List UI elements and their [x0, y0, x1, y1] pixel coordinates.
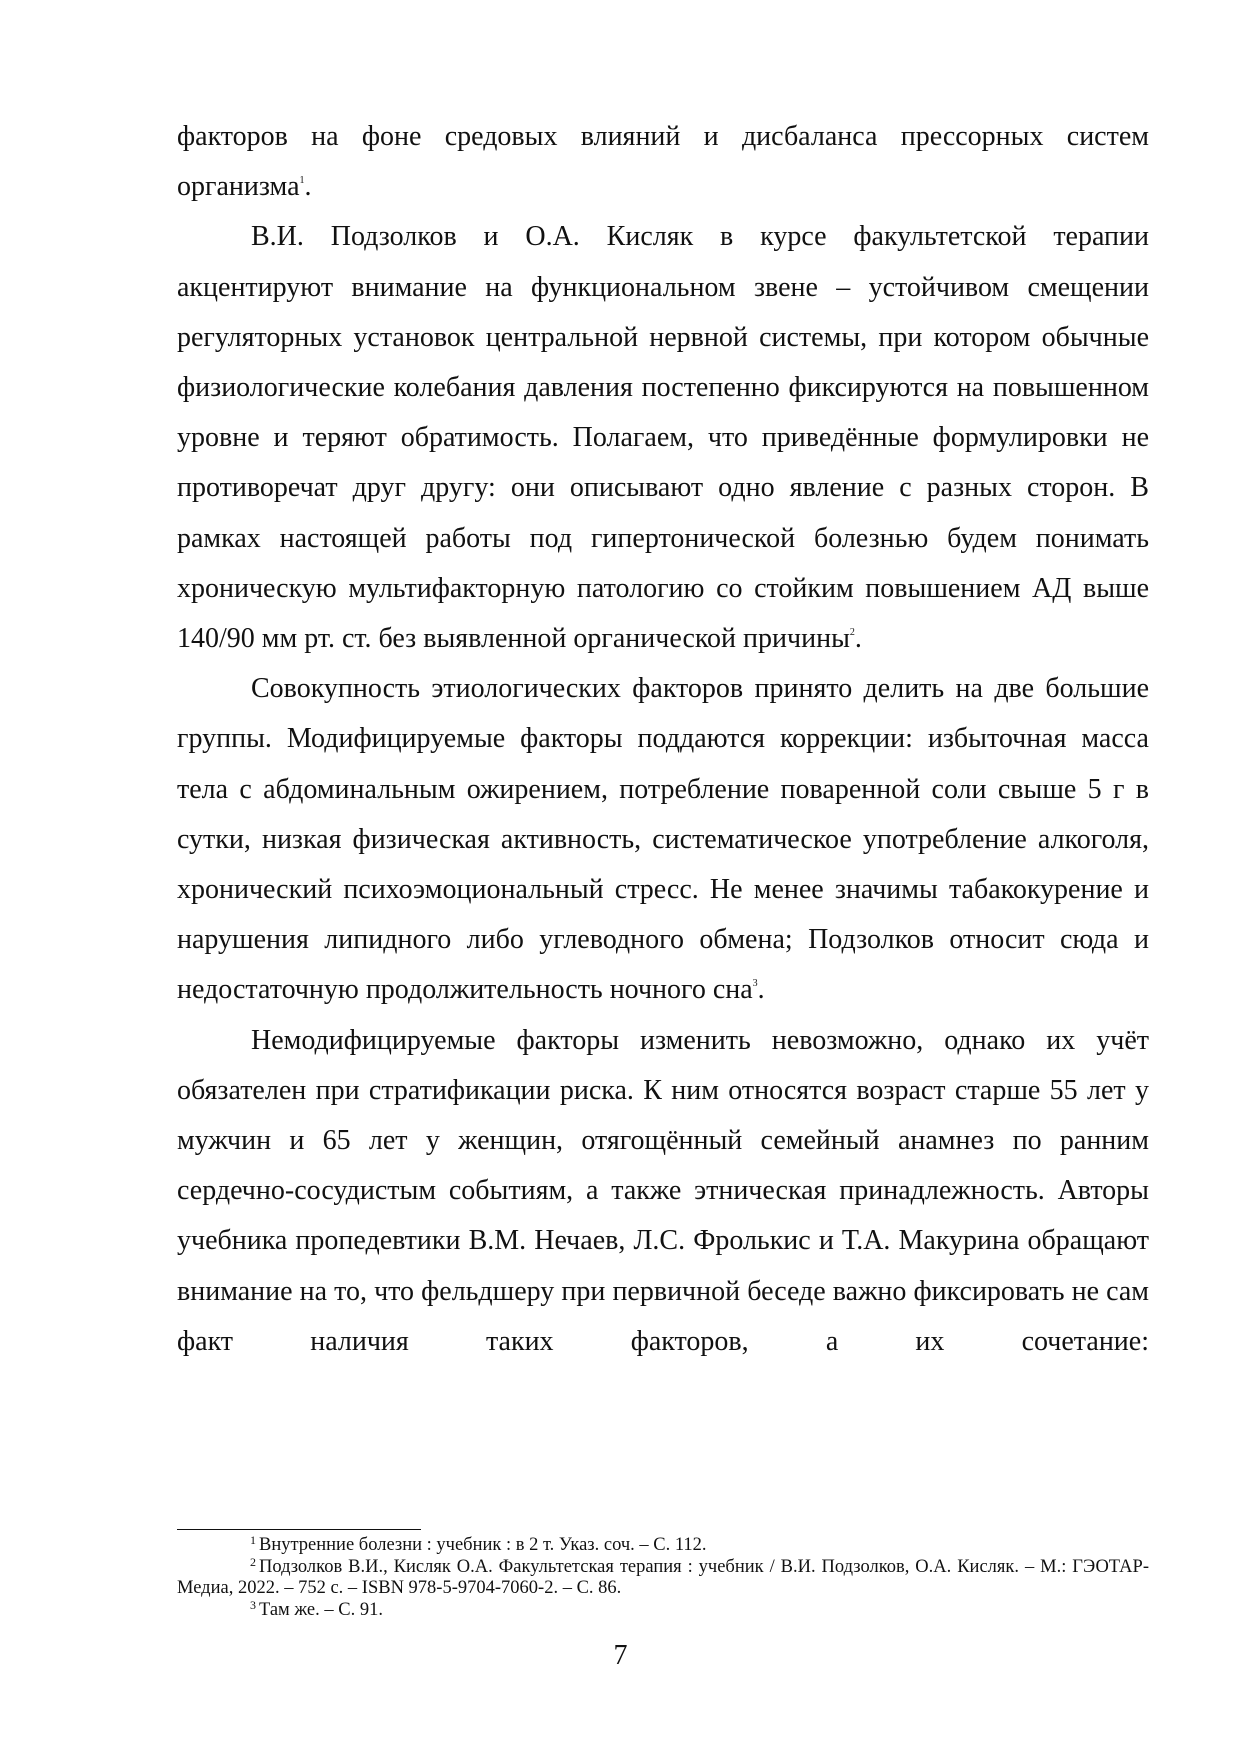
footnote-text: Внутренние болезни : учебник : в 2 т. Указ. соч. – С. 112.: [259, 1535, 707, 1555]
paragraph-3: [177, 664, 1149, 1015]
footnote-ref: 1: [299, 175, 305, 187]
body-text: [177, 112, 1149, 1367]
paragraph-text: факторов на фоне средовых влияний и дисбаланса прессорных систем организма: [177, 121, 1149, 203]
footnote-3: [177, 1597, 1149, 1622]
paragraph-tail: .: [304, 171, 312, 203]
footnote-ref: 2: [849, 627, 855, 639]
paragraph-2: [177, 212, 1149, 664]
footnote-1: [177, 1535, 1149, 1557]
footnote-text: Подзолков В.И., Кисляк О.А. Факультетская терапия : учебник / В.И. Подзолков, О.А. Кисляк. – М.: ГЭОТАР-Медиа, 2022. – 752 с. – ISBN 978-5-9704-7060-2. – С. 86.: [177, 1556, 1149, 1598]
footnote-separator: [177, 1529, 421, 1530]
footnotes: [177, 1535, 1149, 1621]
footnote-number: 2: [250, 1554, 256, 1569]
paragraph-4: [177, 1016, 1149, 1367]
footnote-text: Там же. – С. 91.: [259, 1599, 383, 1620]
paragraph-tail: .: [854, 623, 862, 655]
paragraph-text: Совокупность этиологических факторов принято делить на две большие группы. Модифицируемые факторы поддаются коррекции: избыточная масса тела с абдоминальным ожирением, потребление поваренной соли свыше 5 г в сутки, низкая физическая активность, систематическое употребление алкоголя, хронический психоэмоциональный стресс. Не менее значимы табакокурение и нарушения липидного либо углеводного обмена; Подзолков относит сюда и недостаточную продолжительность ночного сна: [177, 673, 1149, 1006]
paragraph-1: [177, 112, 1149, 212]
paragraph-text: Немодифицируемые факторы изменить невозможно, однако их учёт обязателен при стратификации риска. К ним относятся возраст старше 55 лет у мужчин и 65 лет у женщин, отягощённый семейный анамнез по ранним сердечно-сосудистым событиям, а также этническая принадлежность. Авторы учебника пропедевтики В.М. Нечаев, Л.С. Фролькис и Т.А. Макурина обращают внимание на то, что фельдшеру при первичной беседе важно фиксировать не сам факт наличия таких факторов, а их сочетание:: [177, 1024, 1149, 1357]
footnote-number: 1: [250, 1533, 256, 1547]
paragraph-text: В.И. Подзолков и О.А. Кисляк в курсе факультетской терапии акцентируют внимание на функциональном звене – устойчивом смещении регуляторных установок центральной нервной системы, при котором обычные физиологические колебания давления постепенно фиксируются на повышенном уровне и теряют обратимость. Полагаем, что приведённые формулировки не противоречат друг другу: они описывают одно явление с разных сторон. В рамках настоящей работы под гипертонической болезнью будем понимать хроническую мультифакторную патологию со стойким повышением АД выше 140/90 мм рт. ст. без выявленной органической причины: [177, 221, 1149, 655]
footnote-number: 3: [250, 1597, 256, 1612]
footnote-ref: 3: [752, 978, 758, 990]
paragraph-tail: .: [757, 974, 765, 1006]
footnote-2: [177, 1554, 1149, 1600]
page-number: 7: [613, 1640, 628, 1671]
